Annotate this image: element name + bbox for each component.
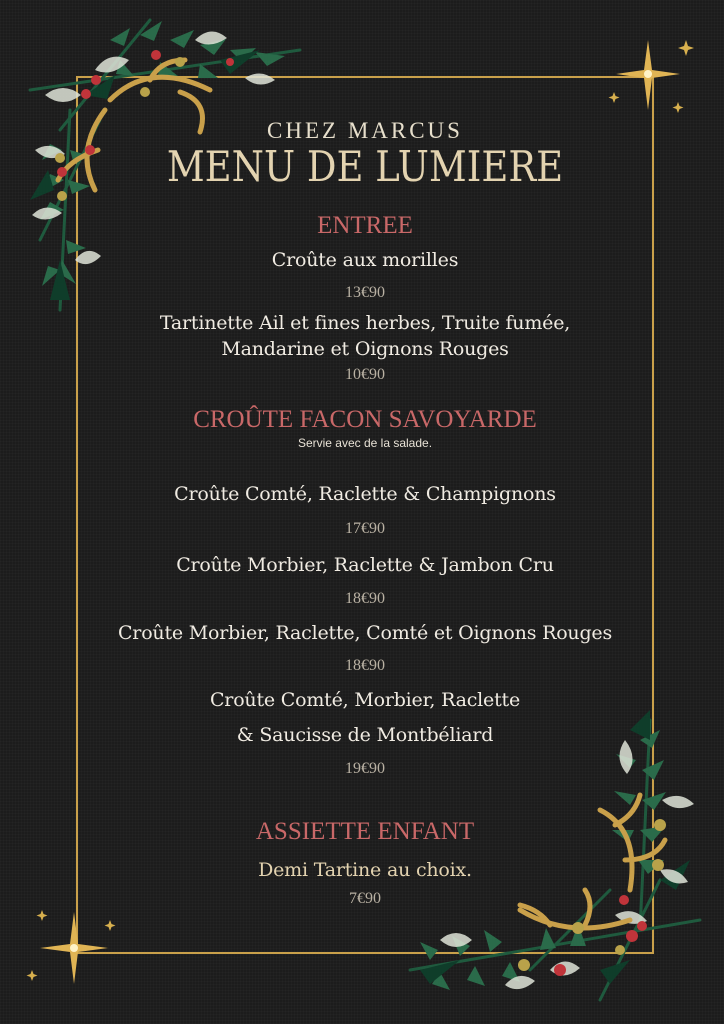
sparkle-star-icon [20, 900, 130, 990]
menu-item-name: Tartinette Ail et fines herbes, Truite fumée, [159, 312, 571, 334]
menu-item-name: Croûte Morbier, Raclette, Comté et Oignons Rouges [117, 622, 613, 644]
menu-item-name: Croûte aux morilles [271, 249, 459, 271]
section-note: Servie avec de la salade. [297, 436, 433, 450]
menu-item-name: Croûte Comté, Raclette & Champignons [174, 483, 556, 505]
menu-title: MENU DE LUMIERE [166, 142, 564, 191]
menu-item-price: 19€90 [345, 760, 385, 777]
menu-item-name: Croûte Comté, Morbier, Raclette [209, 689, 521, 711]
menu-item-name: Mandarine et Oignons Rouges [221, 338, 509, 360]
menu-item-price: 10€90 [345, 366, 385, 383]
section-title-assiette-enfant: ASSIETTE ENFANT [255, 818, 475, 845]
menu-item-price: 18€90 [345, 590, 385, 607]
menu-item-name: & Saucisse de Montbéliard [236, 724, 494, 746]
section-title-croute-savoyarde: CROÛTE FACON SAVOYARDE [193, 406, 537, 433]
menu-item-price: 18€90 [345, 657, 385, 674]
sparkle-star-icon [600, 30, 710, 120]
menu-item-name: Demi Tartine au choix. [258, 859, 472, 881]
section-title-entree: ENTREE [317, 212, 413, 239]
menu-item-name: Croûte Morbier, Raclette & Jambon Cru [176, 554, 554, 576]
menu-item-price: 7€90 [349, 890, 381, 907]
menu-item-price: 17€90 [345, 520, 385, 537]
menu-item-price: 13€90 [345, 284, 385, 301]
restaurant-name: CHEZ MARCUS [267, 118, 463, 143]
